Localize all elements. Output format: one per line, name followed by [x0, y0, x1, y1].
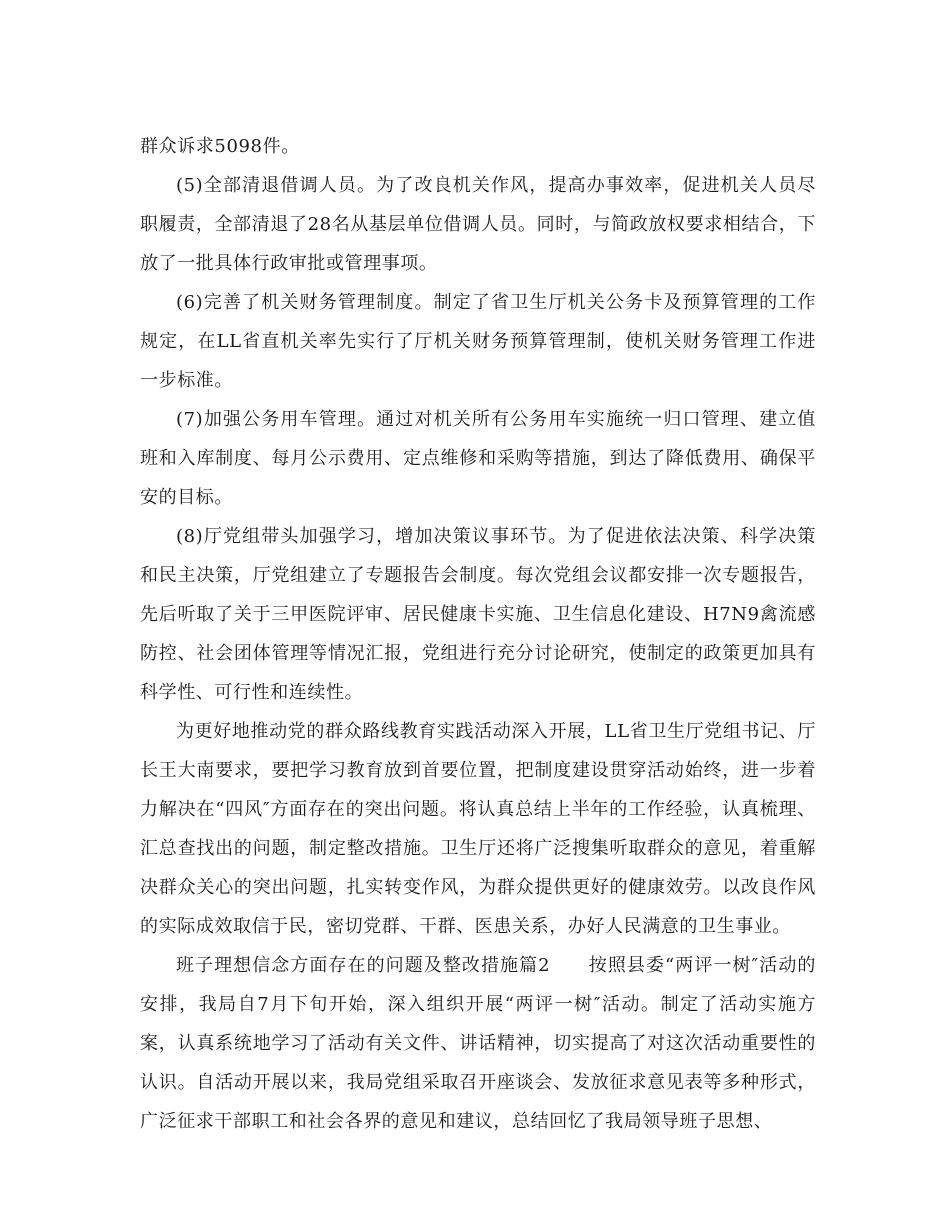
paragraph-article-2: 班子理想信念方面存在的问题及整改措施篇2 按照县委“两评一树″活动的安排，我局自7月下旬开始，深入组织开展“两评一树″活动。制定了活动实施方案，认真系统地学习了活动有关文件、讲话精神，切实提高了对这次活动重要性的认识。自活动开展以来，我局党组采取召开座谈会、发放征求意见表等多种形式，广泛征求干部职工和社会各界的意见和建议，总结回忆了我局领导班子思想、	[140, 955, 816, 1132]
paragraph-item-8: (8)厅党组带头加强学习，增加决策议事环节。为了促进依法决策、科学决策和民主决策，厅党组建立了专题报告会制度。每次党组会议都安排一次专题报告，先后听取了关于三甲医院评审、居民健康卡实施、卫生信息化建设、H7N9禽流感防控、社会团体管理等情况汇报，党组进行充分讨论研究，使制定的政策更加具有科学性、可行性和连续性。	[140, 526, 816, 703]
paragraph-summary: 为更好地推动党的群众路线教育实践活动深入开展，LL省卫生厅党组书记、厅长王大南要求，要把学习教育放到首要位置，把制度建设贯穿活动始终，进一步着力解决在“四风″方面存在的突出问题。将认真总结上半年的工作经验，认真梳理、汇总查找出的问题，制定整改措施。卫生厅还将广泛搜集听取群众的意见，着重解决群众关心的突出问题，扎实转变作风，为群众提供更好的健康效劳。以改良作风的实际成效取信于民，密切党群、干群、医患关系，办好人民满意的卫生事业。	[140, 721, 816, 937]
document-body	[140, 127, 816, 1141]
paragraph-item-7: (7)加强公务用车管理。通过对机关所有公务用车实施统一归口管理、建立值班和入库制度、每月公示费用、定点维修和采购等措施，到达了降低费用、确保平安的目标。	[140, 409, 816, 508]
paragraph-continuation: 群众诉求5098件。	[140, 136, 300, 157]
paragraph-item-5: (5)全部清退借调人员。为了改良机关作风，提高办事效率，促进机关人员尽职履责，全部清退了28名从基层单位借调人员。同时，与简政放权要求相结合，下放了一批具体行政审批或管理事项。	[140, 175, 816, 274]
paragraph-item-6: (6)完善了机关财务管理制度。制定了省卫生厅机关公务卡及预算管理的工作规定，在LL省直机关率先实行了厅机关财务预算管理制，使机关财务管理工作进一步标准。	[140, 292, 816, 391]
